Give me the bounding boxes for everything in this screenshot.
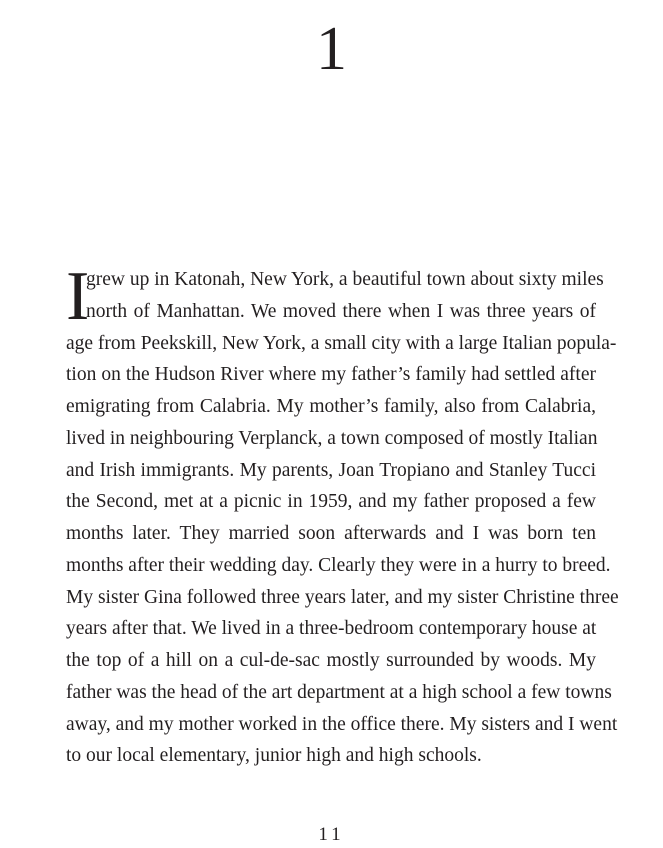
page-number: 11	[318, 824, 345, 845]
text-line: age from Peekskill, New York, a small city with a large Italian popula-	[66, 332, 617, 354]
text-line: father was the head of the art department at a high school a few towns	[66, 681, 612, 703]
chapter-body-text	[66, 258, 619, 772]
chapter-number: 1	[316, 15, 347, 83]
text-line: years after that. We lived in a three-bedroom contemporary house at	[66, 618, 597, 640]
text-line: months later. They married soon afterwards and I was born ten	[66, 523, 596, 544]
text-line: tion on the Hudson River where my father’s family had settled after	[66, 364, 596, 386]
text-line: north of Manhattan. We moved there when I was three years of	[86, 300, 596, 322]
text-line: the top of a hill on a cul-de-sac mostly surrounded by woods. My	[66, 650, 596, 671]
text-line: months after their wedding day. Clearly they were in a hurry to breed.	[66, 554, 611, 576]
text-line: grew up in Katonah, New York, a beautiful town about sixty miles	[86, 269, 604, 290]
text-line: My sister Gina followed three years later, and my sister Christine three	[66, 586, 619, 608]
text-line: emigrating from Calabria. My mother’s family, also from Calabria,	[66, 396, 596, 417]
text-line: lived in neighbouring Verplanck, a town composed of mostly Italian	[66, 427, 598, 449]
text-line: the Second, met at a picnic in 1959, and my father proposed a few	[66, 491, 596, 513]
drop-cap: I	[66, 258, 90, 335]
text-line: to our local elementary, junior high and high schools.	[66, 745, 482, 767]
text-line: and Irish immigrants. My parents, Joan Tropiano and Stanley Tucci	[66, 459, 596, 481]
text-line: away, and my mother worked in the office there. My sisters and I went	[66, 713, 618, 735]
